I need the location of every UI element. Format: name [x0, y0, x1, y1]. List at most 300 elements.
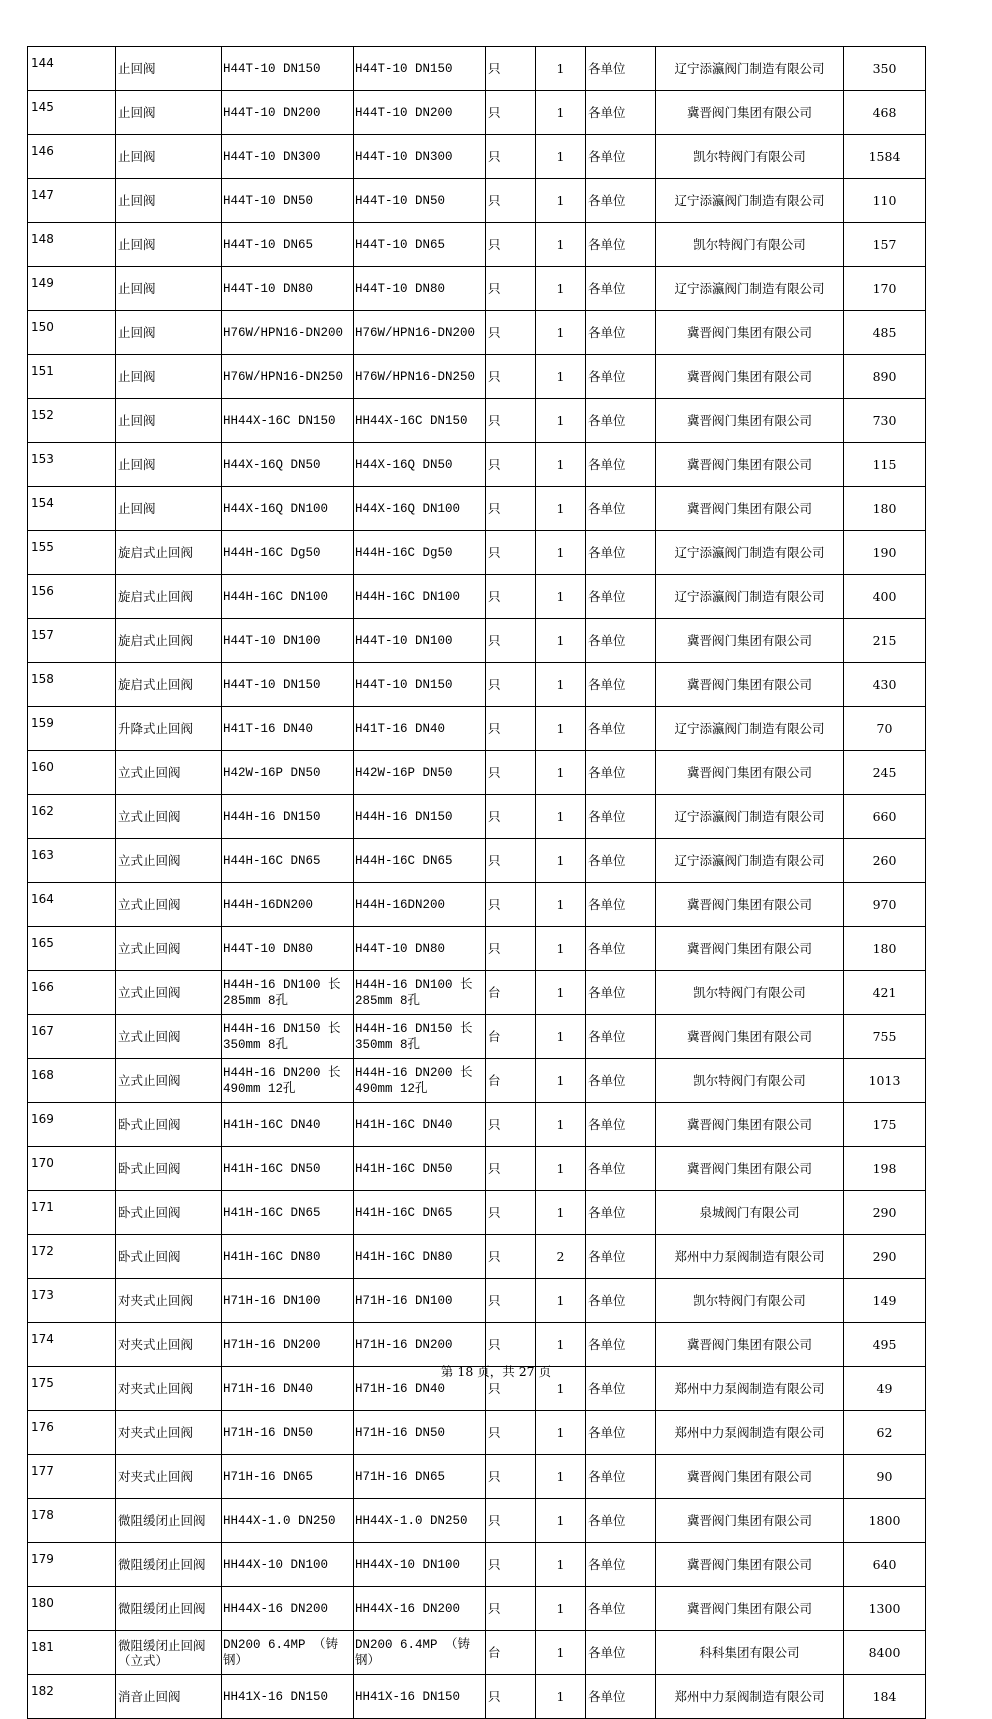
- cell-index: 156: [28, 575, 116, 619]
- cell-spec: H44T-10 DN150: [354, 663, 486, 707]
- cell-item-name: 止回阀: [116, 91, 222, 135]
- cell-price: 485: [844, 311, 926, 355]
- cell-destination: 各单位: [586, 355, 656, 399]
- cell-destination: 各单位: [586, 1631, 656, 1675]
- cell-unit: 只: [486, 531, 536, 575]
- cell-unit: 只: [486, 223, 536, 267]
- cell-model: H41H-16C DN40: [222, 1103, 354, 1147]
- cell-model: H44T-10 DN65: [222, 223, 354, 267]
- cell-unit: 只: [486, 927, 536, 971]
- cell-item-name: 止回阀: [116, 311, 222, 355]
- cell-spec: H71H-16 DN50: [354, 1411, 486, 1455]
- cell-spec: H76W/HPN16-DN250: [354, 355, 486, 399]
- cell-destination: 各单位: [586, 1059, 656, 1103]
- cell-item-name: 旋启式止回阀: [116, 575, 222, 619]
- cell-price: 190: [844, 531, 926, 575]
- cell-index: 153: [28, 443, 116, 487]
- cell-unit: 只: [486, 1279, 536, 1323]
- cell-item-name: 对夹式止回阀: [116, 1367, 222, 1411]
- cell-index: 182: [28, 1675, 116, 1719]
- cell-model: HH44X-16C DN150: [222, 399, 354, 443]
- table-row: [28, 1499, 926, 1543]
- cell-spec: H44H-16 DN150: [354, 795, 486, 839]
- cell-spec: H71H-16 DN200: [354, 1323, 486, 1367]
- cell-item-name: 微阻缓闭止回阀（立式）: [116, 1631, 222, 1675]
- cell-unit: 只: [486, 1587, 536, 1631]
- cell-spec: H44T-10 DN80: [354, 267, 486, 311]
- cell-unit: 台: [486, 1059, 536, 1103]
- cell-destination: 各单位: [586, 971, 656, 1015]
- table-row: [28, 487, 926, 531]
- table-row: [28, 1455, 926, 1499]
- cell-destination: 各单位: [586, 47, 656, 91]
- cell-spec: H44T-10 DN80: [354, 927, 486, 971]
- cell-index: 148: [28, 223, 116, 267]
- cell-index: 162: [28, 795, 116, 839]
- cell-destination: 各单位: [586, 1147, 656, 1191]
- cell-spec: H71H-16 DN40: [354, 1367, 486, 1411]
- cell-supplier: 凯尔特阀门有限公司: [656, 1059, 844, 1103]
- table-row: [28, 839, 926, 883]
- table-row: [28, 1191, 926, 1235]
- cell-supplier: 冀晋阀门集团有限公司: [656, 355, 844, 399]
- cell-spec: H71H-16 DN65: [354, 1455, 486, 1499]
- cell-price: 730: [844, 399, 926, 443]
- cell-quantity: 1: [536, 531, 586, 575]
- cell-item-name: 卧式止回阀: [116, 1103, 222, 1147]
- cell-price: 290: [844, 1191, 926, 1235]
- cell-unit: 只: [486, 1323, 536, 1367]
- cell-unit: 只: [486, 839, 536, 883]
- cell-spec: H71H-16 DN100: [354, 1279, 486, 1323]
- cell-model: H44T-10 DN80: [222, 267, 354, 311]
- cell-destination: 各单位: [586, 1455, 656, 1499]
- cell-supplier: 冀晋阀门集团有限公司: [656, 1323, 844, 1367]
- cell-model: H76W/HPN16-DN200: [222, 311, 354, 355]
- cell-unit: 台: [486, 1631, 536, 1675]
- cell-unit: 只: [486, 1499, 536, 1543]
- cell-supplier: 郑州中力泵阀制造有限公司: [656, 1675, 844, 1719]
- cell-supplier: 冀晋阀门集团有限公司: [656, 311, 844, 355]
- cell-item-name: 止回阀: [116, 443, 222, 487]
- cell-price: 430: [844, 663, 926, 707]
- cell-price: 184: [844, 1675, 926, 1719]
- cell-price: 890: [844, 355, 926, 399]
- cell-quantity: 1: [536, 1499, 586, 1543]
- cell-spec: H44T-10 DN100: [354, 619, 486, 663]
- cell-quantity: 1: [536, 1147, 586, 1191]
- cell-item-name: 升降式止回阀: [116, 707, 222, 751]
- cell-quantity: 1: [536, 1455, 586, 1499]
- table-row: [28, 179, 926, 223]
- cell-item-name: 止回阀: [116, 135, 222, 179]
- cell-item-name: 立式止回阀: [116, 795, 222, 839]
- cell-spec: H41H-16C DN50: [354, 1147, 486, 1191]
- cell-spec: HH44X-16 DN200: [354, 1587, 486, 1631]
- cell-destination: 各单位: [586, 443, 656, 487]
- cell-unit: 只: [486, 795, 536, 839]
- cell-model: H44T-10 DN150: [222, 663, 354, 707]
- cell-supplier: 冀晋阀门集团有限公司: [656, 663, 844, 707]
- cell-destination: 各单位: [586, 1015, 656, 1059]
- cell-model: HH44X-16 DN200: [222, 1587, 354, 1631]
- cell-spec: H42W-16P DN50: [354, 751, 486, 795]
- table-row: [28, 1323, 926, 1367]
- cell-item-name: 微阻缓闭止回阀: [116, 1587, 222, 1631]
- cell-item-name: 对夹式止回阀: [116, 1411, 222, 1455]
- cell-item-name: 对夹式止回阀: [116, 1279, 222, 1323]
- cell-supplier: 辽宁添瀛阀门制造有限公司: [656, 575, 844, 619]
- cell-price: 755: [844, 1015, 926, 1059]
- cell-price: 495: [844, 1323, 926, 1367]
- cell-supplier: 凯尔特阀门有限公司: [656, 1279, 844, 1323]
- cell-price: 180: [844, 487, 926, 531]
- cell-destination: 各单位: [586, 487, 656, 531]
- cell-destination: 各单位: [586, 91, 656, 135]
- cell-item-name: 对夹式止回阀: [116, 1455, 222, 1499]
- cell-spec: H44H-16DN200: [354, 883, 486, 927]
- cell-destination: 各单位: [586, 1543, 656, 1587]
- cell-price: 170: [844, 267, 926, 311]
- cell-index: 163: [28, 839, 116, 883]
- cell-price: 110: [844, 179, 926, 223]
- cell-model: H71H-16 DN100: [222, 1279, 354, 1323]
- cell-destination: 各单位: [586, 575, 656, 619]
- cell-unit: 只: [486, 91, 536, 135]
- cell-item-name: 旋启式止回阀: [116, 663, 222, 707]
- cell-model: H44X-16Q DN100: [222, 487, 354, 531]
- cell-supplier: 冀晋阀门集团有限公司: [656, 91, 844, 135]
- cell-item-name: 止回阀: [116, 487, 222, 531]
- cell-model: H41T-16 DN40: [222, 707, 354, 751]
- cell-quantity: 1: [536, 1587, 586, 1631]
- cell-item-name: 立式止回阀: [116, 751, 222, 795]
- cell-spec: H44T-10 DN300: [354, 135, 486, 179]
- cell-item-name: 立式止回阀: [116, 927, 222, 971]
- table-row: [28, 311, 926, 355]
- cell-supplier: 冀晋阀门集团有限公司: [656, 1587, 844, 1631]
- cell-model: H44T-10 DN80: [222, 927, 354, 971]
- cell-unit: 只: [486, 1675, 536, 1719]
- cell-price: 215: [844, 619, 926, 663]
- cell-model: H44H-16 DN150: [222, 795, 354, 839]
- cell-item-name: 立式止回阀: [116, 839, 222, 883]
- cell-model: H71H-16 DN65: [222, 1455, 354, 1499]
- cell-index: 172: [28, 1235, 116, 1279]
- table-row: [28, 1103, 926, 1147]
- cell-unit: 只: [486, 1103, 536, 1147]
- cell-index: 169: [28, 1103, 116, 1147]
- cell-supplier: 郑州中力泵阀制造有限公司: [656, 1411, 844, 1455]
- cell-item-name: 旋启式止回阀: [116, 531, 222, 575]
- table-row: [28, 1279, 926, 1323]
- table-row: [28, 927, 926, 971]
- cell-price: 149: [844, 1279, 926, 1323]
- cell-unit: 只: [486, 443, 536, 487]
- cell-unit: 只: [486, 179, 536, 223]
- cell-price: 157: [844, 223, 926, 267]
- cell-quantity: 1: [536, 1279, 586, 1323]
- cell-index: 144: [28, 47, 116, 91]
- cell-index: 178: [28, 1499, 116, 1543]
- cell-index: 170: [28, 1147, 116, 1191]
- cell-model: H41H-16C DN65: [222, 1191, 354, 1235]
- cell-supplier: 辽宁添瀛阀门制造有限公司: [656, 795, 844, 839]
- table-row: [28, 1147, 926, 1191]
- cell-destination: 各单位: [586, 619, 656, 663]
- cell-quantity: 1: [536, 267, 586, 311]
- cell-model: H42W-16P DN50: [222, 751, 354, 795]
- table-row: [28, 47, 926, 91]
- cell-quantity: 1: [536, 135, 586, 179]
- cell-price: 49: [844, 1367, 926, 1411]
- cell-model: H44H-16 DN200 长 490mm 12孔: [222, 1059, 354, 1103]
- cell-price: 180: [844, 927, 926, 971]
- cell-destination: 各单位: [586, 267, 656, 311]
- cell-price: 970: [844, 883, 926, 927]
- cell-quantity: 1: [536, 1631, 586, 1675]
- cell-unit: 只: [486, 1543, 536, 1587]
- cell-destination: 各单位: [586, 135, 656, 179]
- cell-quantity: 1: [536, 1015, 586, 1059]
- cell-supplier: 凯尔特阀门有限公司: [656, 135, 844, 179]
- cell-unit: 只: [486, 399, 536, 443]
- cell-quantity: 1: [536, 355, 586, 399]
- cell-destination: 各单位: [586, 707, 656, 751]
- table-row: [28, 1059, 926, 1103]
- cell-quantity: 2: [536, 1235, 586, 1279]
- cell-quantity: 1: [536, 619, 586, 663]
- cell-unit: 台: [486, 1015, 536, 1059]
- cell-item-name: 立式止回阀: [116, 971, 222, 1015]
- cell-price: 1584: [844, 135, 926, 179]
- cell-spec: H44H-16 DN100 长 285mm 8孔: [354, 971, 486, 1015]
- cell-model: H44T-10 DN50: [222, 179, 354, 223]
- cell-destination: 各单位: [586, 223, 656, 267]
- cell-destination: 各单位: [586, 179, 656, 223]
- cell-destination: 各单位: [586, 311, 656, 355]
- table-row: [28, 751, 926, 795]
- cell-quantity: 1: [536, 1411, 586, 1455]
- cell-model: H44H-16C Dg50: [222, 531, 354, 575]
- cell-index: 164: [28, 883, 116, 927]
- cell-item-name: 微阻缓闭止回阀: [116, 1543, 222, 1587]
- cell-price: 260: [844, 839, 926, 883]
- cell-index: 160: [28, 751, 116, 795]
- cell-destination: 各单位: [586, 1235, 656, 1279]
- cell-spec: H44H-16 DN150 长 350mm 8孔: [354, 1015, 486, 1059]
- cell-index: 150: [28, 311, 116, 355]
- cell-price: 1013: [844, 1059, 926, 1103]
- cell-item-name: 消音止回阀: [116, 1675, 222, 1719]
- cell-supplier: 冀晋阀门集团有限公司: [656, 927, 844, 971]
- cell-spec: H44H-16C DN100: [354, 575, 486, 619]
- cell-quantity: 1: [536, 311, 586, 355]
- cell-destination: 各单位: [586, 1323, 656, 1367]
- table-row: [28, 883, 926, 927]
- cell-spec: H41T-16 DN40: [354, 707, 486, 751]
- cell-item-name: 卧式止回阀: [116, 1147, 222, 1191]
- cell-model: H41H-16C DN80: [222, 1235, 354, 1279]
- cell-item-name: 旋启式止回阀: [116, 619, 222, 663]
- cell-spec: H44T-10 DN50: [354, 179, 486, 223]
- table-row: [28, 575, 926, 619]
- cell-item-name: 立式止回阀: [116, 1059, 222, 1103]
- cell-spec: H41H-16C DN65: [354, 1191, 486, 1235]
- cell-index: 176: [28, 1411, 116, 1455]
- cell-model: H44H-16C DN100: [222, 575, 354, 619]
- table-row: [28, 91, 926, 135]
- cell-unit: 只: [486, 619, 536, 663]
- cell-quantity: 1: [536, 443, 586, 487]
- cell-quantity: 1: [536, 1191, 586, 1235]
- cell-supplier: 凯尔特阀门有限公司: [656, 223, 844, 267]
- cell-spec: HH41X-16 DN150: [354, 1675, 486, 1719]
- cell-index: 145: [28, 91, 116, 135]
- cell-item-name: 止回阀: [116, 179, 222, 223]
- table-row: [28, 443, 926, 487]
- cell-index: 155: [28, 531, 116, 575]
- cell-index: 175: [28, 1367, 116, 1411]
- cell-price: 8400: [844, 1631, 926, 1675]
- cell-spec: H44X-16Q DN100: [354, 487, 486, 531]
- cell-model: H44H-16DN200: [222, 883, 354, 927]
- table-row: [28, 1587, 926, 1631]
- cell-price: 115: [844, 443, 926, 487]
- cell-spec: H76W/HPN16-DN200: [354, 311, 486, 355]
- cell-price: 290: [844, 1235, 926, 1279]
- cell-spec: H41H-16C DN40: [354, 1103, 486, 1147]
- cell-item-name: 止回阀: [116, 355, 222, 399]
- cell-supplier: 冀晋阀门集团有限公司: [656, 1543, 844, 1587]
- cell-price: 660: [844, 795, 926, 839]
- cell-quantity: 1: [536, 179, 586, 223]
- page-footer: 第 18 页，共 27 页: [440, 1364, 552, 1379]
- cell-index: 171: [28, 1191, 116, 1235]
- cell-spec: HH44X-1.0 DN250: [354, 1499, 486, 1543]
- cell-index: 174: [28, 1323, 116, 1367]
- cell-model: H44T-10 DN100: [222, 619, 354, 663]
- cell-unit: 只: [486, 575, 536, 619]
- cell-index: 177: [28, 1455, 116, 1499]
- cell-destination: 各单位: [586, 839, 656, 883]
- cell-price: 90: [844, 1455, 926, 1499]
- cell-spec: H44T-10 DN65: [354, 223, 486, 267]
- cell-price: 421: [844, 971, 926, 1015]
- cell-model: H41H-16C DN50: [222, 1147, 354, 1191]
- table-body: [28, 47, 926, 1719]
- cell-quantity: 1: [536, 223, 586, 267]
- cell-spec: H44T-10 DN150: [354, 47, 486, 91]
- cell-unit: 只: [486, 1367, 536, 1411]
- cell-supplier: 冀晋阀门集团有限公司: [656, 399, 844, 443]
- cell-quantity: 1: [536, 487, 586, 531]
- cell-destination: 各单位: [586, 1499, 656, 1543]
- cell-quantity: 1: [536, 971, 586, 1015]
- table-row: [28, 1235, 926, 1279]
- cell-index: 149: [28, 267, 116, 311]
- cell-unit: 只: [486, 883, 536, 927]
- table-row: [28, 531, 926, 575]
- cell-unit: 只: [486, 47, 536, 91]
- cell-index: 152: [28, 399, 116, 443]
- table-row: [28, 971, 926, 1015]
- cell-index: 166: [28, 971, 116, 1015]
- table-row: [28, 223, 926, 267]
- cell-price: 400: [844, 575, 926, 619]
- cell-model: H44H-16C DN65: [222, 839, 354, 883]
- cell-destination: 各单位: [586, 1675, 656, 1719]
- cell-spec: H44H-16C Dg50: [354, 531, 486, 575]
- table-row: [28, 355, 926, 399]
- cell-model: DN200 6.4MP （铸钢）: [222, 1631, 354, 1675]
- table-row: [28, 1543, 926, 1587]
- cell-unit: 只: [486, 135, 536, 179]
- cell-model: HH44X-10 DN100: [222, 1543, 354, 1587]
- cell-quantity: 1: [536, 663, 586, 707]
- cell-unit: 只: [486, 1455, 536, 1499]
- cell-unit: 台: [486, 971, 536, 1015]
- table-row: [28, 1411, 926, 1455]
- cell-unit: 只: [486, 355, 536, 399]
- cell-model: H44H-16 DN100 长 285mm 8孔: [222, 971, 354, 1015]
- cell-supplier: 辽宁添瀛阀门制造有限公司: [656, 531, 844, 575]
- cell-destination: 各单位: [586, 1191, 656, 1235]
- cell-supplier: 冀晋阀门集团有限公司: [656, 1015, 844, 1059]
- cell-spec: H44X-16Q DN50: [354, 443, 486, 487]
- cell-supplier: 冀晋阀门集团有限公司: [656, 1499, 844, 1543]
- cell-price: 468: [844, 91, 926, 135]
- cell-supplier: 辽宁添瀛阀门制造有限公司: [656, 179, 844, 223]
- cell-quantity: 1: [536, 1059, 586, 1103]
- table-row: [28, 1631, 926, 1675]
- cell-unit: 只: [486, 1235, 536, 1279]
- cell-price: 198: [844, 1147, 926, 1191]
- cell-destination: 各单位: [586, 1279, 656, 1323]
- cell-supplier: 科科集团有限公司: [656, 1631, 844, 1675]
- cell-model: H71H-16 DN40: [222, 1367, 354, 1411]
- cell-index: 179: [28, 1543, 116, 1587]
- cell-unit: 只: [486, 1411, 536, 1455]
- cell-quantity: 1: [536, 927, 586, 971]
- cell-model: HH41X-16 DN150: [222, 1675, 354, 1719]
- cell-spec: H44H-16C DN65: [354, 839, 486, 883]
- cell-spec: H44T-10 DN200: [354, 91, 486, 135]
- cell-supplier: 冀晋阀门集团有限公司: [656, 443, 844, 487]
- cell-spec: DN200 6.4MP （铸钢）: [354, 1631, 486, 1675]
- cell-quantity: 1: [536, 1543, 586, 1587]
- cell-model: HH44X-1.0 DN250: [222, 1499, 354, 1543]
- cell-supplier: 郑州中力泵阀制造有限公司: [656, 1367, 844, 1411]
- cell-index: 159: [28, 707, 116, 751]
- cell-item-name: 对夹式止回阀: [116, 1323, 222, 1367]
- cell-destination: 各单位: [586, 883, 656, 927]
- cell-destination: 各单位: [586, 531, 656, 575]
- table-row: [28, 399, 926, 443]
- cell-quantity: 1: [536, 839, 586, 883]
- cell-model: H44T-10 DN150: [222, 47, 354, 91]
- cell-price: 175: [844, 1103, 926, 1147]
- cell-spec: H41H-16C DN80: [354, 1235, 486, 1279]
- cell-item-name: 止回阀: [116, 399, 222, 443]
- cell-destination: 各单位: [586, 1587, 656, 1631]
- cell-item-name: 立式止回阀: [116, 1015, 222, 1059]
- cell-price: 640: [844, 1543, 926, 1587]
- cell-model: H44H-16 DN150 长 350mm 8孔: [222, 1015, 354, 1059]
- cell-spec: HH44X-10 DN100: [354, 1543, 486, 1587]
- cell-spec: HH44X-16C DN150: [354, 399, 486, 443]
- cell-supplier: 冀晋阀门集团有限公司: [656, 487, 844, 531]
